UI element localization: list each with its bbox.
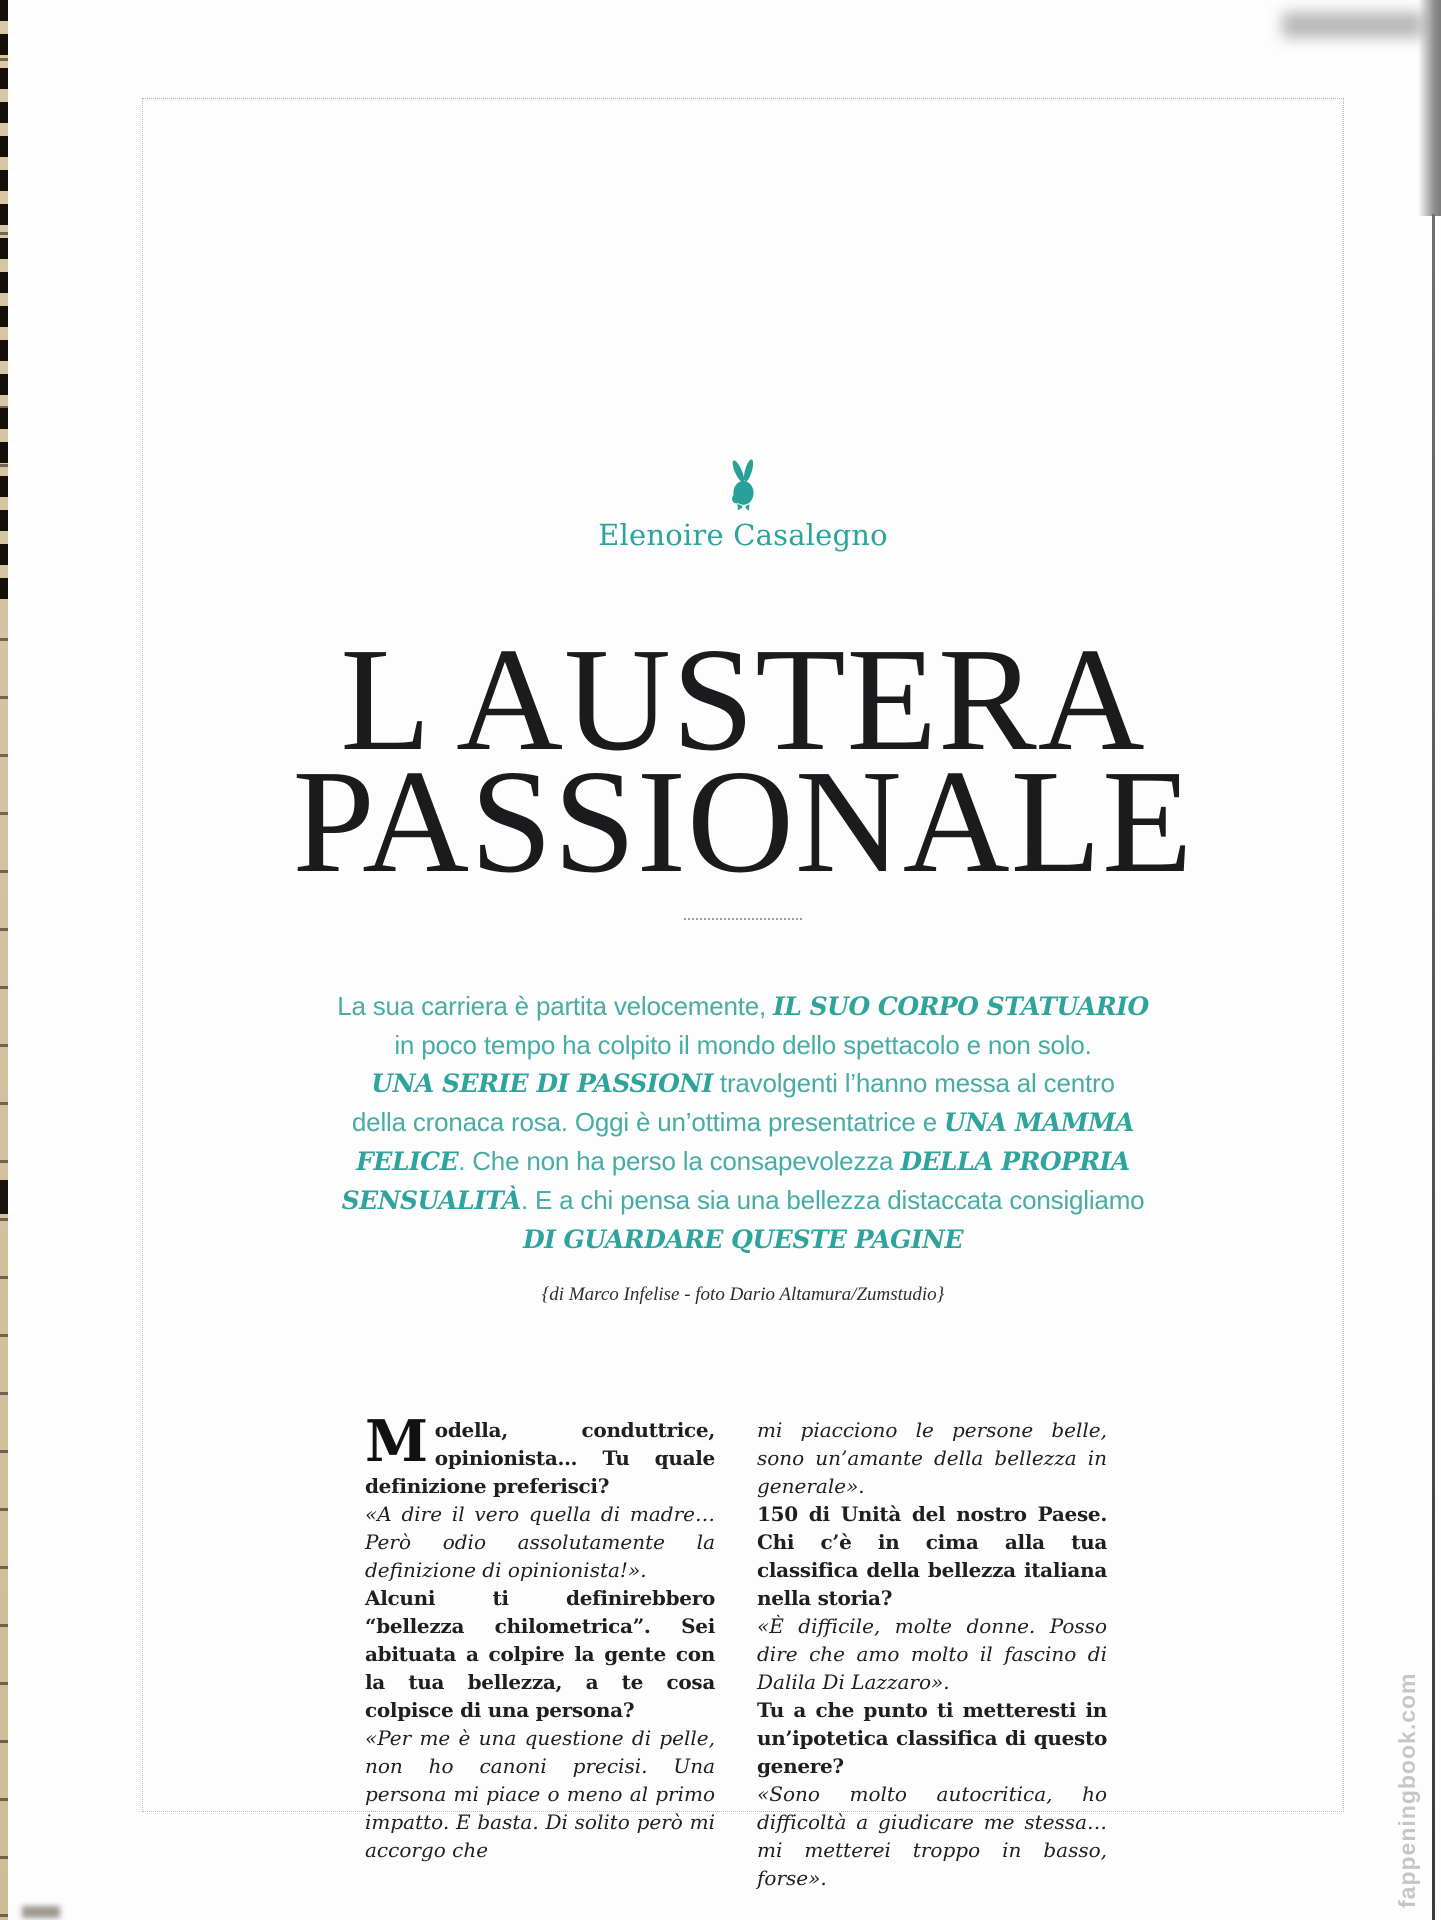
interview-answer: «È difficile, molte donne. Posso dire che amo molto il fascino di Dalila Di Lazzaro». (757, 1614, 1107, 1694)
playboy-bunny-icon (720, 459, 766, 514)
interview-question: Alcuni ti definirebbero “bellezza chilometrica”. Sei abituata a colpire la gente con la tua bellezza, a te cosa colpisce di una persona? (365, 1586, 715, 1722)
standfirst-text: in poco tempo ha colpito il mondo dello spettacolo e non solo. (394, 1030, 1092, 1060)
standfirst-text: della cronaca rosa. Oggi è un’ottima presentatrice e (351, 1107, 944, 1137)
standfirst-emphasis: UNA MAMMA (943, 1108, 1135, 1137)
scan-right-shadow (1418, 0, 1441, 216)
standfirst-line (143, 1181, 1343, 1220)
title-line-2: PASSIONALE (292, 740, 1194, 904)
drop-cap: M (365, 1408, 428, 1475)
standfirst-emphasis: SENSUALITÀ (341, 1186, 521, 1215)
watermark: fappeningbook.com (1394, 1672, 1420, 1908)
interview-answer: mi piacciono le persone belle, sono un’amante della bellezza in generale». (757, 1418, 1107, 1498)
standfirst-line (143, 1026, 1343, 1064)
standfirst-text: . Che non ha perso la consapevolezza (458, 1146, 901, 1176)
standfirst-paragraph (143, 987, 1343, 1259)
standfirst-emphasis: UNA SERIE DI PASSIONI (371, 1069, 713, 1098)
title-divider (684, 918, 802, 920)
standfirst-emphasis: IL SUO CORPO STATUARIO (773, 992, 1149, 1021)
interview-question: Modella, conduttrice, opinionista… Tu quale definizione preferisci? (365, 1408, 715, 1498)
article-title (143, 618, 1343, 904)
brand-block (143, 459, 1343, 552)
standfirst-text: La sua carriera è partita velocemente, (337, 991, 774, 1021)
scan-right-edge-line (1432, 214, 1435, 1920)
interview-answer: «Per me è una questione di pelle, non ho canoni precisi. Una persona mi piace o meno al primo impatto. E basta. Di solito però mi accorgo che (365, 1726, 715, 1862)
title-line-1: L AUSTERA (340, 618, 1146, 782)
scan-left-edge-strip (0, 0, 8, 1920)
standfirst-emphasis: DELLA PROPRIA (900, 1147, 1130, 1176)
standfirst-line (143, 987, 1343, 1026)
standfirst-emphasis: FELICE (356, 1147, 459, 1176)
standfirst-text: travolgenti l’hanno messa al centro (712, 1068, 1115, 1098)
byline: {di Marco Infelise - foto Dario Altamura/Zumstudio} (541, 1284, 945, 1305)
standfirst-text: . E a chi pensa sia una bellezza distaccata consigliamo (520, 1185, 1145, 1215)
article-body (365, 1408, 1107, 1892)
article-column-left (365, 1408, 715, 1892)
subject-name: Elenoire Casalegno (598, 518, 888, 552)
article-column-right (757, 1416, 1107, 1892)
blurred-header-text (1282, 12, 1424, 38)
interview-answer: «Sono molto autocritica, ho difficoltà a giudicare me stessa… mi metterei troppo in basso, forse». (757, 1782, 1107, 1890)
standfirst-line (143, 1142, 1343, 1181)
standfirst-line (143, 1103, 1343, 1142)
standfirst-emphasis: DI GUARDARE QUESTE PAGINE (522, 1225, 964, 1254)
interview-question: 150 di Unità del nostro Paese. Chi c’è in cima alla tua classifica della bellezza italiana nella storia? (757, 1502, 1107, 1610)
interview-question: Tu a che punto ti metteresti in un’ipotetica classifica di questo genere? (757, 1698, 1107, 1778)
interview-answer: «A dire il vero quella di madre… Però odio assolutamente la definizione di opinionista!». (365, 1502, 715, 1582)
scan-corner-mark (22, 1906, 60, 1918)
standfirst-line (143, 1220, 1343, 1259)
standfirst-line (143, 1064, 1343, 1103)
page-border-frame (142, 98, 1344, 1890)
